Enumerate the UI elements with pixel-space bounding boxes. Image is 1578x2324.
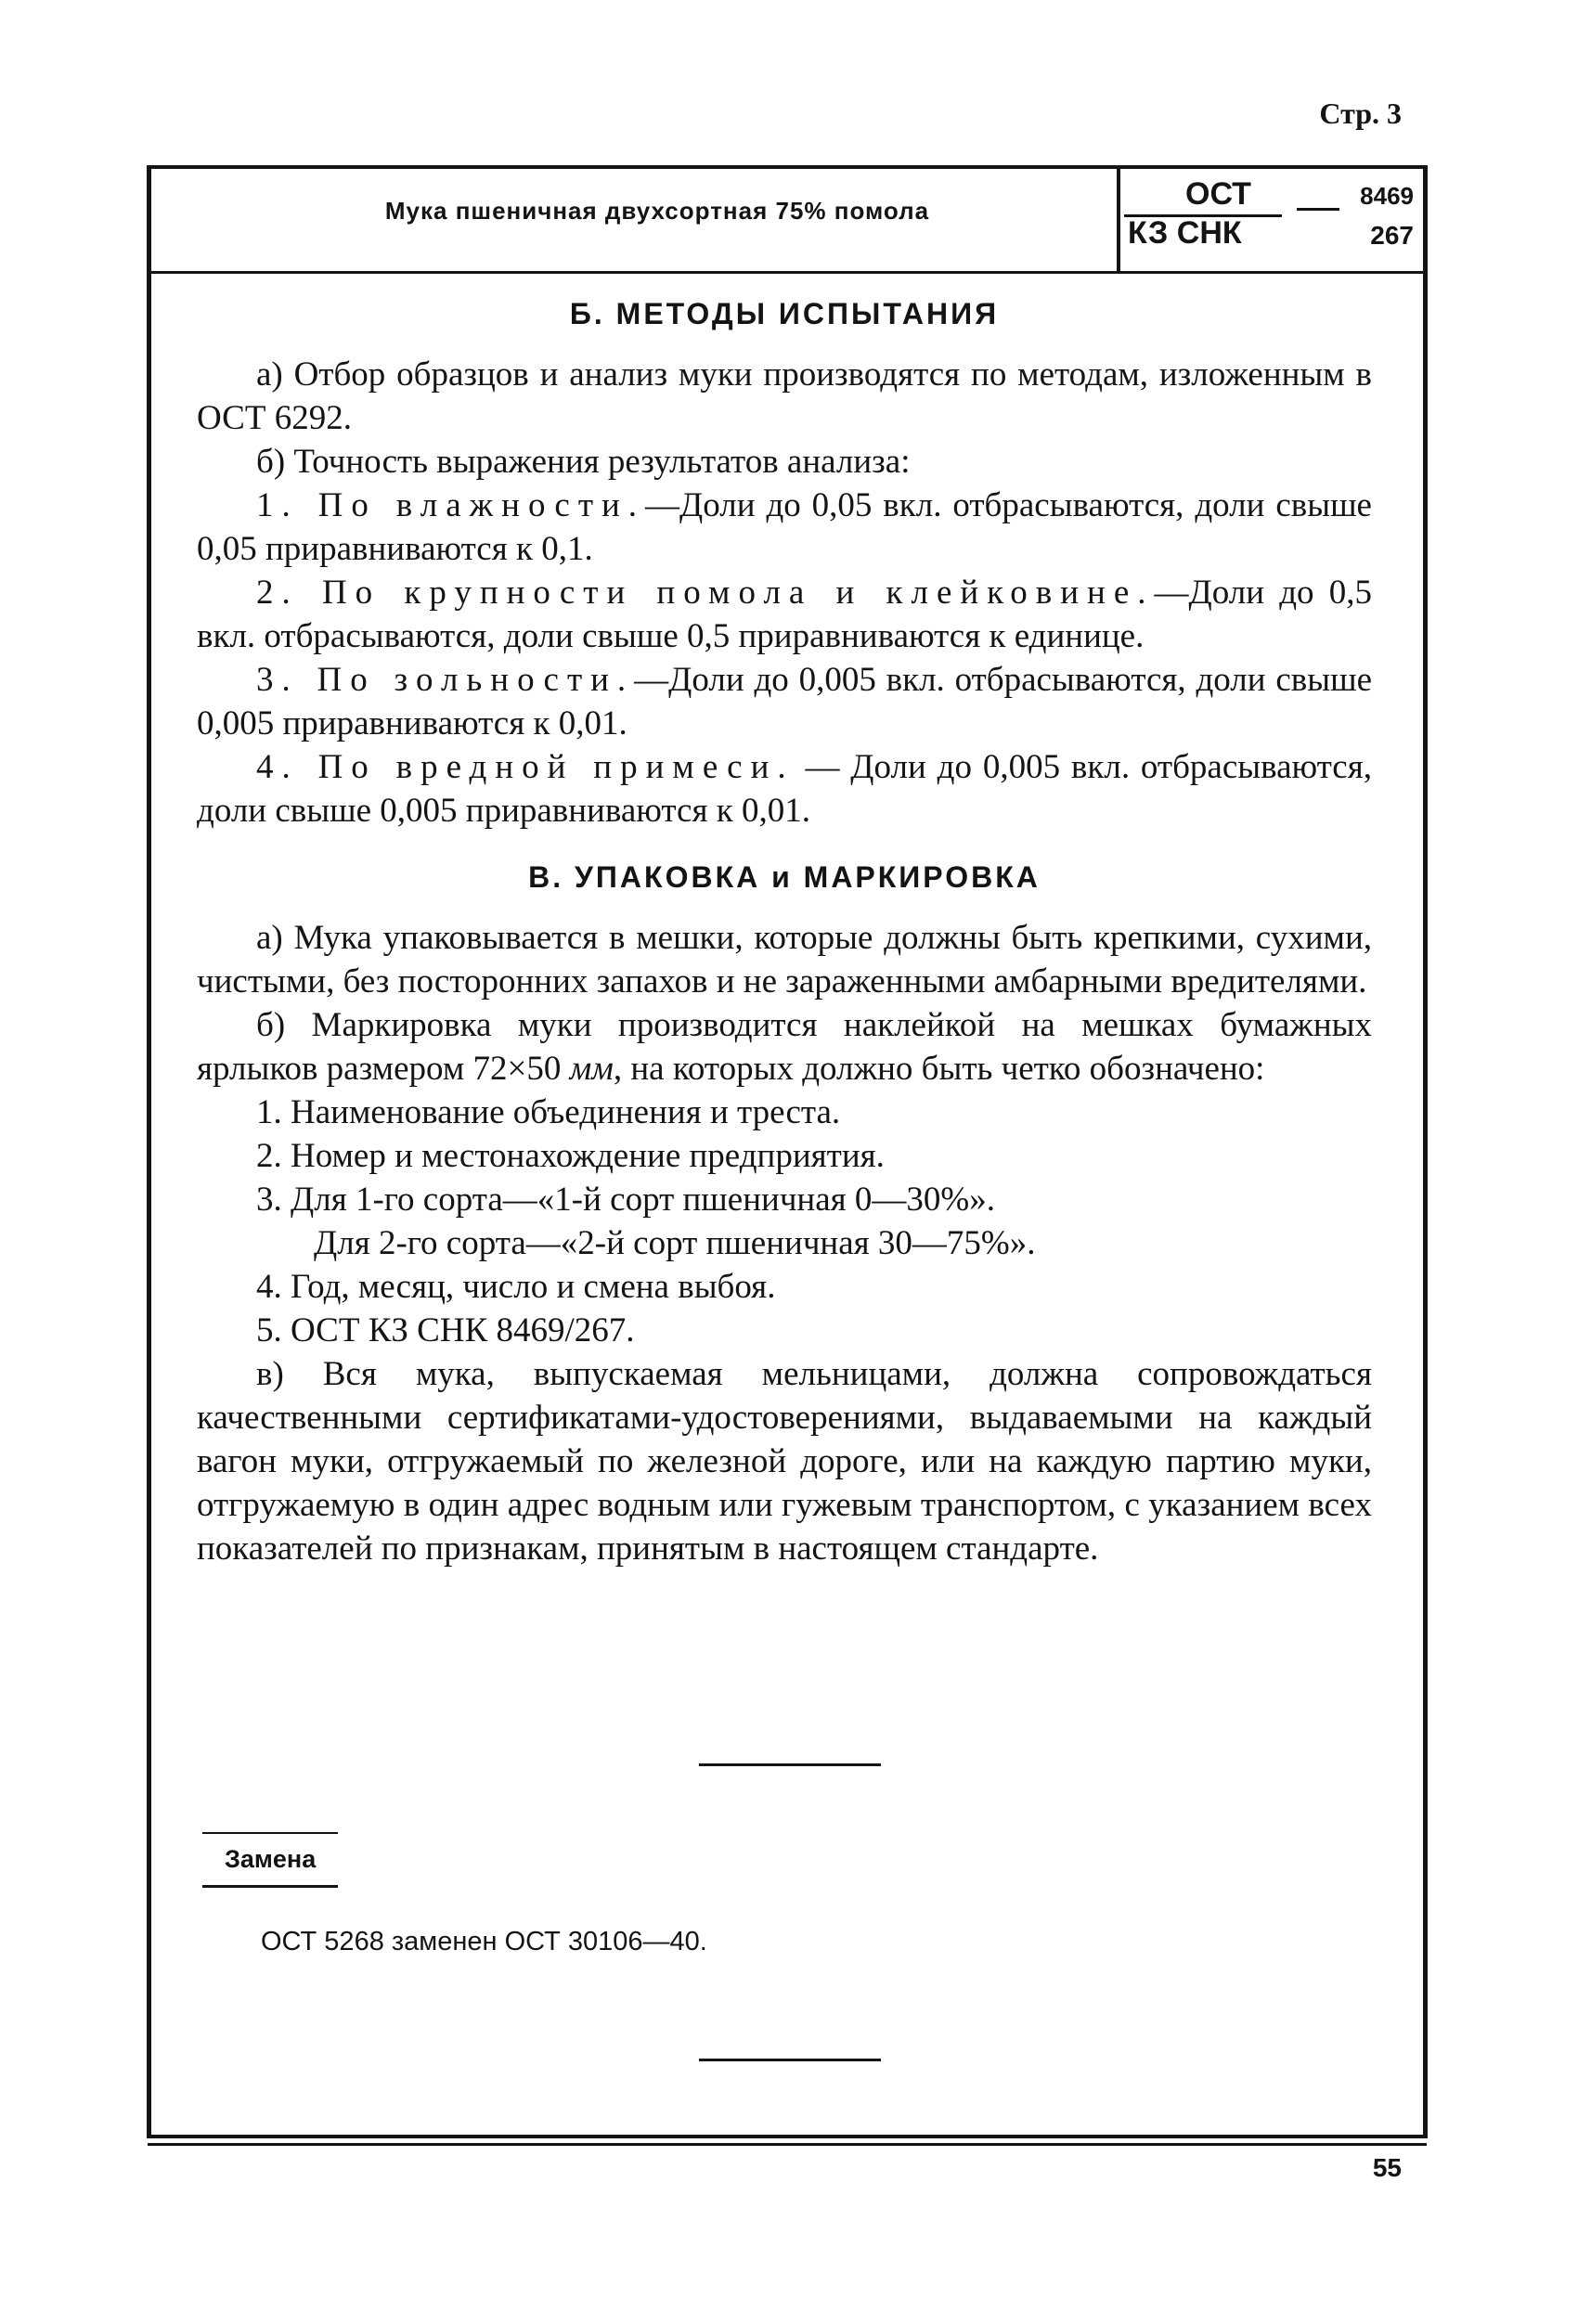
replacement-note — [202, 1832, 1223, 1957]
marking-text-start: б) Маркировка муки производится наклейкой на мешках бумажных ярлыков размером 72×50 — [197, 1006, 1372, 1088]
marking-item-3b: Для 2-го сорта—«2-й сорт пшеничная 30—75%». — [314, 1224, 1036, 1262]
section-title-methods: Б. МЕТОДЫ ИСПЫТАНИЯ — [569, 297, 1000, 330]
marking-item-4: 4. Год, месяц, число и смена выбоя. — [256, 1268, 776, 1306]
accuracy-item-4 — [197, 745, 1372, 833]
document-header — [151, 169, 1423, 274]
page-number: 55 — [1372, 2153, 1402, 2182]
item-4-lead: 4. По вредной примеси. — [256, 748, 795, 786]
item-2-text: —Доли до 0,5 вкл. отбрасываются, доли свыше 0,5 приравниваются к единице. — [197, 574, 1372, 655]
page-label: Стр. 3 — [1319, 97, 1402, 130]
code-ost: ОСТ — [1185, 176, 1251, 212]
document-body — [197, 295, 1372, 1570]
paragraph-packaging: а) Мука упаковывается в мешки, которые должны быть крепкими, сухими, чистыми, без посторонних запахов и не зараженными амбарными вредителями. — [197, 919, 1372, 1001]
code-number-bottom: 267 — [1370, 221, 1414, 250]
code-kz-snk: КЗ СНК — [1128, 215, 1242, 251]
item-4-text: — Доли до 0,005 вкл. отбрасываются, доли свыше 0,005 приравниваются к 0,01. — [197, 748, 1372, 830]
item-1-lead: 1. По влажности. — [256, 486, 646, 524]
paragraph-sampling: а) Отбор образцов и анализ муки производятся по методам, изложенным в ОСТ 6292. — [197, 355, 1372, 437]
item-2-lead: 2. По крупности помола и клейковине. — [256, 574, 1155, 612]
marking-item-2: 2. Номер и местонахождение предприятия. — [256, 1137, 885, 1175]
marking-item-3: 3. Для 1-го сорта—«1-й сорт пшеничная 0—30%». — [256, 1181, 995, 1219]
separator-rule — [699, 1763, 881, 1766]
paragraph-certificates: в) Вся мука, выпускаемая мельницами, должна сопровождаться качественными сертификатами-удостоверениями, выдаваемыми на каждый вагон муки, отгружаемый по железной дороге, или на каждую партию муки, отгружаемую в один адрес водным или гужевым транспортом, с указанием всех показателей по признакам, принятым в настоящем стандарте. — [197, 1355, 1372, 1568]
marking-text-end: , на которых должно быть четко обозначено: — [613, 1050, 1265, 1088]
marking-unit: мм — [569, 1050, 614, 1088]
item-3-text: —Доли до 0,005 вкл. отбрасываются, доли свыше 0,005 приравниваются к 0,01. — [197, 661, 1372, 742]
marking-item-5: 5. ОСТ КЗ СНК 8469/267. — [256, 1311, 635, 1349]
item-3-lead: 3. По зольности. — [256, 661, 635, 699]
accuracy-item-3 — [197, 658, 1372, 745]
code-dash — [1297, 208, 1339, 211]
document-title: Мука пшеничная двухсортная 75% помола — [384, 197, 930, 225]
replacement-label: Замена — [202, 1832, 338, 1888]
paragraph-accuracy: б) Точность выражения результатов анализа: — [256, 443, 911, 481]
section-title-packaging: В. УПАКОВКА и МАРКИРОВКА — [528, 860, 1041, 894]
document-frame — [147, 165, 1428, 2138]
code-number-top: 8469 — [1360, 182, 1414, 210]
accuracy-item-1 — [197, 484, 1372, 571]
replacement-text: ОСТ 5268 заменен ОСТ 30106—40. — [261, 1927, 707, 1956]
standard-code-box — [1117, 169, 1427, 271]
accuracy-item-2 — [197, 571, 1372, 658]
item-1-text: —Доли до 0,05 вкл. отбрасываются, доли свыше 0,05 приравниваются к 0,1. — [197, 486, 1372, 568]
separator-rule-bottom — [699, 2059, 881, 2061]
paragraph-marking — [197, 1003, 1372, 1091]
marking-item-1: 1. Наименование объединения и треста. — [256, 1093, 841, 1131]
